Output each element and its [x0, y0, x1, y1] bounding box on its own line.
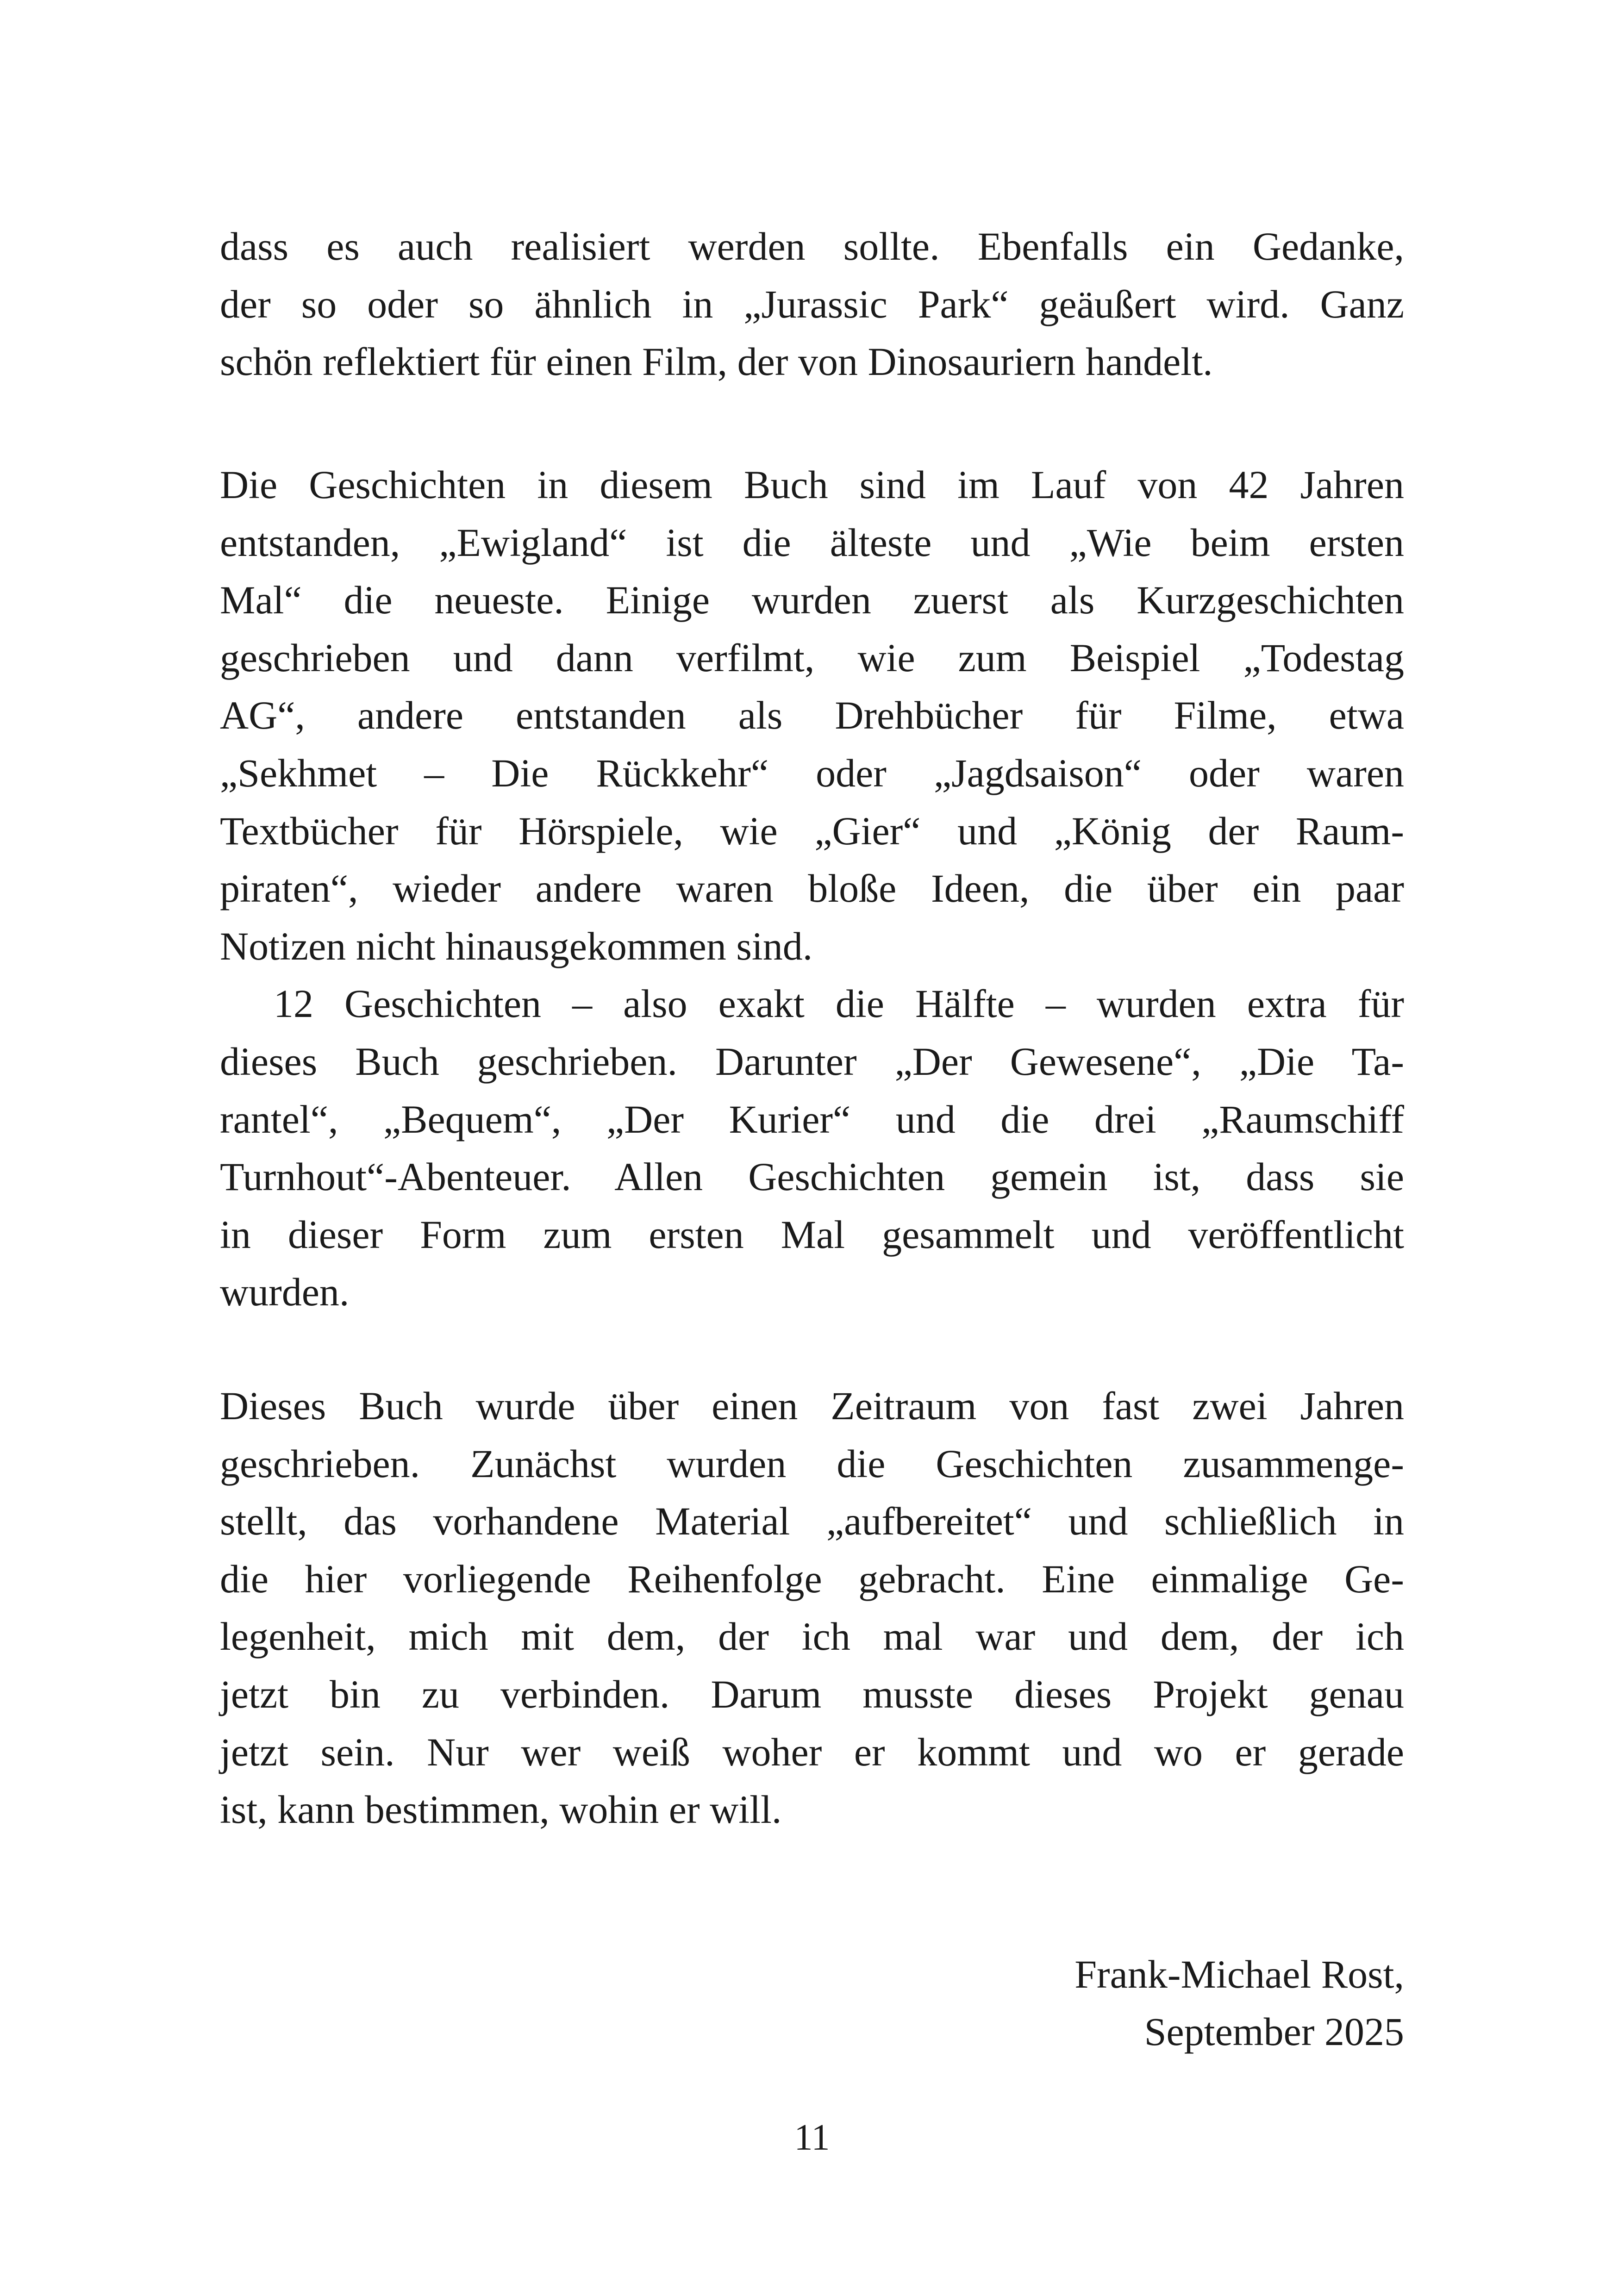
text-line: AG“, andere entstanden als Drehbücher für Filme, etwa	[220, 693, 1404, 738]
text-line: jetzt bin zu verbinden. Darum musste dieses Projekt genau	[220, 1671, 1404, 1716]
text-line: in dieser Form zum ersten Mal gesammelt und veröffentlicht	[220, 1212, 1404, 1257]
text-line: wurden.	[220, 1270, 350, 1315]
text-line: ist, kann bestimmen, wohin er will.	[220, 1787, 782, 1832]
text-line: geschrieben und dann verfilmt, wie zum Beispiel „Todestag	[220, 635, 1404, 680]
page-number: 11	[794, 2117, 830, 2158]
text-line: Textbücher für Hörspiele, wie „Gier“ und „König der Raum-	[220, 808, 1404, 853]
text-line: die hier vorliegende Reihenfolge gebracht. Eine einmalige Ge-	[220, 1556, 1404, 1601]
text-line: stellt, das vorhandene Material „aufbereitet“ und schließlich in	[220, 1499, 1404, 1544]
text-line: dieses Buch geschrieben. Darunter „Der Gewesene“, „Die Ta-	[220, 1039, 1404, 1084]
text-line: jetzt sein. Nur wer weiß woher er kommt und wo er gerade	[220, 1729, 1404, 1774]
text-line: dass es auch realisiert werden sollte. Ebenfalls ein Gedanke,	[220, 224, 1404, 268]
text-line: Mal“ die neueste. Einige wurden zuerst als Kurzgeschichten	[220, 578, 1404, 623]
paragraph-2	[220, 456, 1404, 1321]
text-line: legenheit, mich mit dem, der ich mal war und dem, der ich	[220, 1614, 1404, 1659]
text-line: entstanden, „Ewigland“ ist die älteste und „Wie beim ersten	[220, 520, 1404, 565]
text-line: geschrieben. Zunächst wurden die Geschichten zusammenge-	[220, 1441, 1404, 1486]
paragraph-1	[220, 218, 1404, 391]
text-line: der so oder so ähnlich in „Jurassic Park“ geäußert wird. Ganz	[220, 281, 1404, 326]
text-line: rantel“, „Bequem“, „Der Kurier“ und die drei „Raumschiff	[220, 1097, 1404, 1141]
text-line: schön reflektiert für einen Film, der von Dinosauriern handelt.	[220, 339, 1213, 384]
text-line: Dieses Buch wurde über einen Zeitraum von fast zwei Jahren	[220, 1384, 1404, 1428]
text-line: „Sekhmet – Die Rückkehr“ oder „Jagdsaison“ oder waren	[220, 750, 1404, 795]
paragraph-4	[220, 1377, 1404, 1839]
signature-name: Frank-Michael Rost,	[1074, 1952, 1404, 1996]
text-line: Die Geschichten in diesem Buch sind im Lauf von 42 Jahren	[220, 462, 1404, 507]
text-line: 12 Geschichten – also exakt die Hälfte – wurden extra für	[274, 981, 1404, 1026]
signature-date: September 2025	[1144, 2009, 1404, 2054]
text-line: piraten“, wieder andere waren bloße Ideen, die über ein paar	[220, 866, 1404, 911]
text-line: Notizen nicht hinausgekommen sind.	[220, 923, 813, 968]
text-line: Turnhout“-Abenteuer. Allen Geschichten gemein ist, dass sie	[220, 1154, 1404, 1199]
